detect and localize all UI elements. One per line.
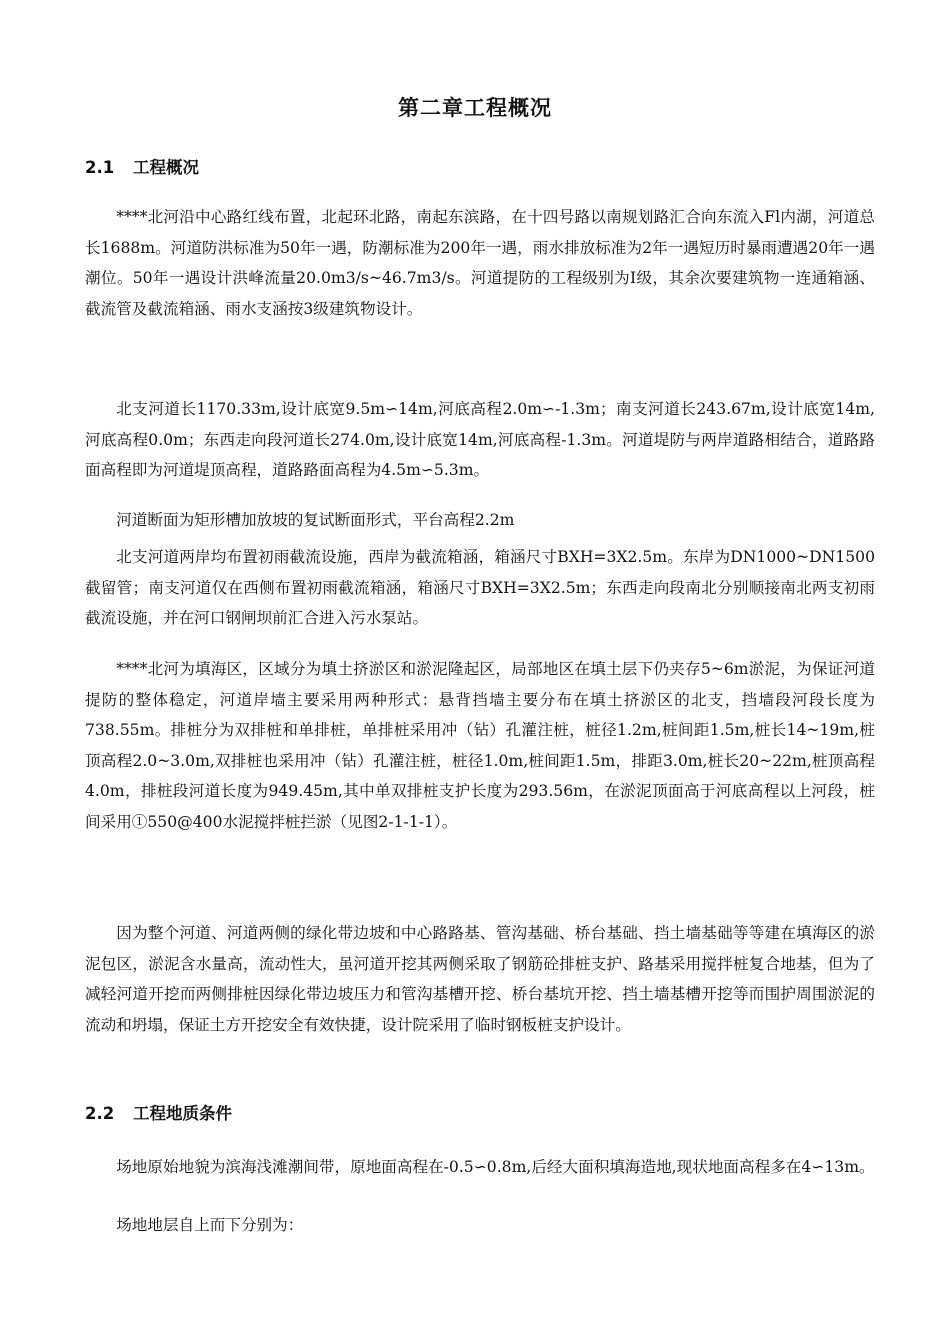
- section-2-1-body: [85, 202, 875, 324]
- section-heading-2-1: [85, 154, 199, 178]
- paragraph: 北支河道两岸均布置初雨截流设施，西岸为截流箱涵，箱涵尺寸BXH=3X2.5m。东岸为DN1000~DN1500截留管；南支河道仅在西侧布置初雨截流箱涵，箱涵尺寸BXH=3X2.5m；东西走向段南北分别顺接南北两支初雨截流设施，并在河口钢闸坝前汇合进入污水泵站。: [85, 548, 875, 627]
- paragraph: 河道断面为矩形槽加放坡的复试断面形式，平台高程2.2m: [116, 511, 515, 529]
- section-2-1-body-5: [85, 654, 875, 837]
- section-2-2-body: [85, 1157, 875, 1178]
- section-2-1-body-2: [85, 394, 875, 486]
- section-2-1-body-3: [85, 505, 875, 536]
- paragraph: 场地原始地貌为滨海浅滩潮间带，原地面高程在-0.5∽0.8m,后经大面积填海造地,现状地面高程多在4∽13m。: [116, 1158, 875, 1176]
- section-number: 2.2: [85, 1104, 115, 1123]
- paragraph: 北支河道长1170.33m,设计底宽9.5m∽14m,河底高程2.0m∽-1.3m；南支河道长243.67m,设计底宽14m,河底高程0.0m；东西走向段河道长274.0m,设计底宽14m,河底高程-1.3m。河道堤防与两岸道路相结合，道路路面高程即为河道堤顶高程，道路路面高程为4.5m∽5.3m。: [85, 400, 875, 479]
- paragraph: 场地地层自上而下分别为：: [116, 1216, 304, 1234]
- section-heading-2-2: [85, 1100, 232, 1124]
- section-number: 2.1: [85, 158, 115, 177]
- section-2-1-body-4: [85, 542, 875, 634]
- section-title: 工程概况: [133, 158, 199, 177]
- chapter-title: 第二章工程概况: [398, 96, 552, 120]
- paragraph: ****北河为填海区，区域分为填土挤淤区和淤泥隆起区，局部地区在填土层下仍夹存5~6m淤泥，为保证河道提防的整体稳定，河道岸墙主要采用两种形式：悬背挡墙主要分布在填土挤淤区的北支，挡墙段河段长度为738.55m。排桩分为双排桩和单排桩，单排桩采用冲（钻）孔灌注桩，桩径1.2m,桩间距1.5m,桩长14~19m,桩顶高程2.0~3.0m,双排桩也采用冲（钻）孔灌注桩，桩径1.0m,桩间距1.5m，排距3.0m,桩长20~22m,桩顶高程4.0m，排桩段河道长度为949.45m,其中单双排桩支护长度为293.56m，在淤泥顶面高于河底高程以上河段，桩间采用①550@400水泥搅拌桩拦淤（见图2-1-1-1）。: [85, 660, 875, 831]
- paragraph: 因为整个河道、河道两侧的绿化带边坡和中心路路基、管沟基础、桥台基础、挡土墙基础等等建在填海区的淤泥包区，淤泥含水量高，流动性大，虽河道开挖其两侧采取了钢筋砼排桩支护、路基采用搅拌桩复合地基，但为了减轻河道开挖而两侧排桩因绿化带边坡压力和管沟基槽开挖、桥台基坑开挖、挡土墙基槽开挖等而围护周围淤泥的流动和坍塌，保证土方开挖安全有效快捷，设计院采用了临时钢板桩支护设计。: [85, 924, 875, 1034]
- section-title: 工程地质条件: [133, 1104, 232, 1123]
- section-2-1-body-6: [85, 918, 875, 1040]
- paragraph: ****北河沿中心路红线布置，北起环北路，南起东滨路，在十四号路以南规划路汇合向东流入Fl内湖，河道总长1688m。河道防洪标准为50年一遇，防潮标准为200年一遇，雨水排放标准为2年一遇短历时暴雨遭遇20年一遇潮位。50年一遇设计洪峰流量20.0m3/s~46.7m3/s。河道提防的工程级别为Ⅰ级，其余次要建筑物一连通箱涵、截流管及截流箱涵、雨水支涵按3级建筑物设计。: [85, 208, 875, 318]
